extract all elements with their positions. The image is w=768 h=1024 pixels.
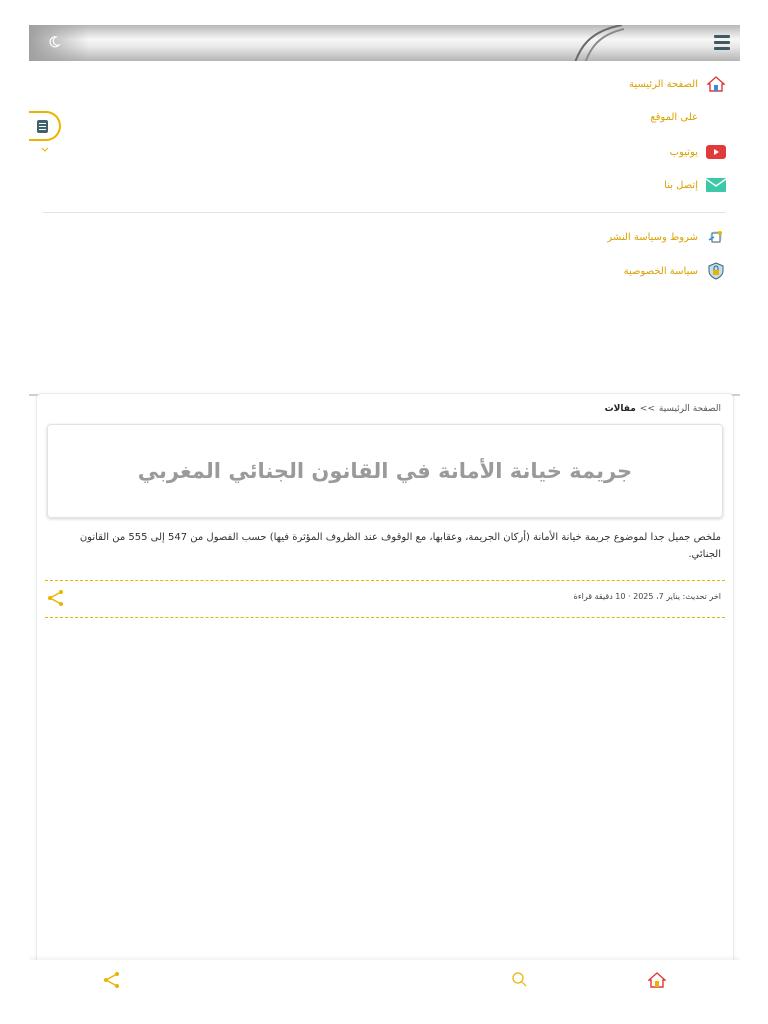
document-icon (37, 120, 48, 133)
menu-item-label: سياسة الخصوصية (623, 265, 698, 277)
moon-icon[interactable] (47, 35, 61, 49)
breadcrumb-home-link[interactable]: الصفحة الرئيسية (658, 404, 721, 414)
terms-icon (706, 228, 726, 246)
menu-item-label: على الموقع (650, 111, 698, 123)
breadcrumb (605, 404, 721, 414)
mail-icon (706, 176, 726, 194)
article-summary: ملخص جميل جدا لموضوع جريمة خيانة الأمانة (أركان الجريمة، وعقابها، مع الوقوف عند الظروف المؤثرة فيها) حسب الفصول من 547 إلى 555 من القانون الجنائي. (79, 532, 721, 560)
bottom-navigation (29, 960, 740, 1000)
menu-item-label: يوتيوب (669, 146, 698, 158)
home-icon[interactable] (648, 971, 666, 989)
article-title: جريمة خيانة الأمانة في القانون الجنائي المغربي (137, 459, 633, 483)
menu-item-label: الصفحة الرئيسية (629, 78, 698, 90)
privacy-icon (706, 262, 726, 280)
breadcrumb-separator: >> (639, 404, 655, 414)
menu-item-terms[interactable] (607, 226, 726, 248)
menu-item-home[interactable] (629, 73, 726, 95)
menu-item-about[interactable] (650, 106, 726, 128)
floating-article-button[interactable] (29, 111, 61, 141)
menu-item-privacy[interactable] (624, 260, 726, 282)
header-swoosh-decoration (564, 25, 624, 61)
menu-item-label: شروط وسياسة النشر (607, 231, 698, 243)
breadcrumb-current[interactable]: مقالات (604, 404, 636, 414)
chevron-down-icon[interactable] (41, 146, 49, 154)
article-card (36, 393, 734, 1000)
share-icon[interactable] (47, 589, 65, 607)
article-meta-row (45, 580, 725, 618)
search-icon[interactable] (511, 971, 529, 989)
menu-item-youtube[interactable] (670, 141, 726, 163)
menu-item-label: إتصل بنا (664, 179, 698, 191)
article-meta: اخر تحديث: يناير 7، 2025 · 10 دقيقة قراءة (573, 592, 721, 601)
menu-item-contact[interactable] (664, 174, 726, 196)
home-icon (706, 75, 726, 93)
app-frame (29, 25, 740, 1000)
side-menu (29, 61, 740, 359)
share-icon[interactable] (103, 971, 121, 989)
top-header-bar (29, 25, 740, 61)
hamburger-icon[interactable] (714, 35, 730, 51)
youtube-icon (706, 143, 726, 161)
article-title-box (47, 424, 723, 518)
menu-divider (43, 212, 726, 213)
